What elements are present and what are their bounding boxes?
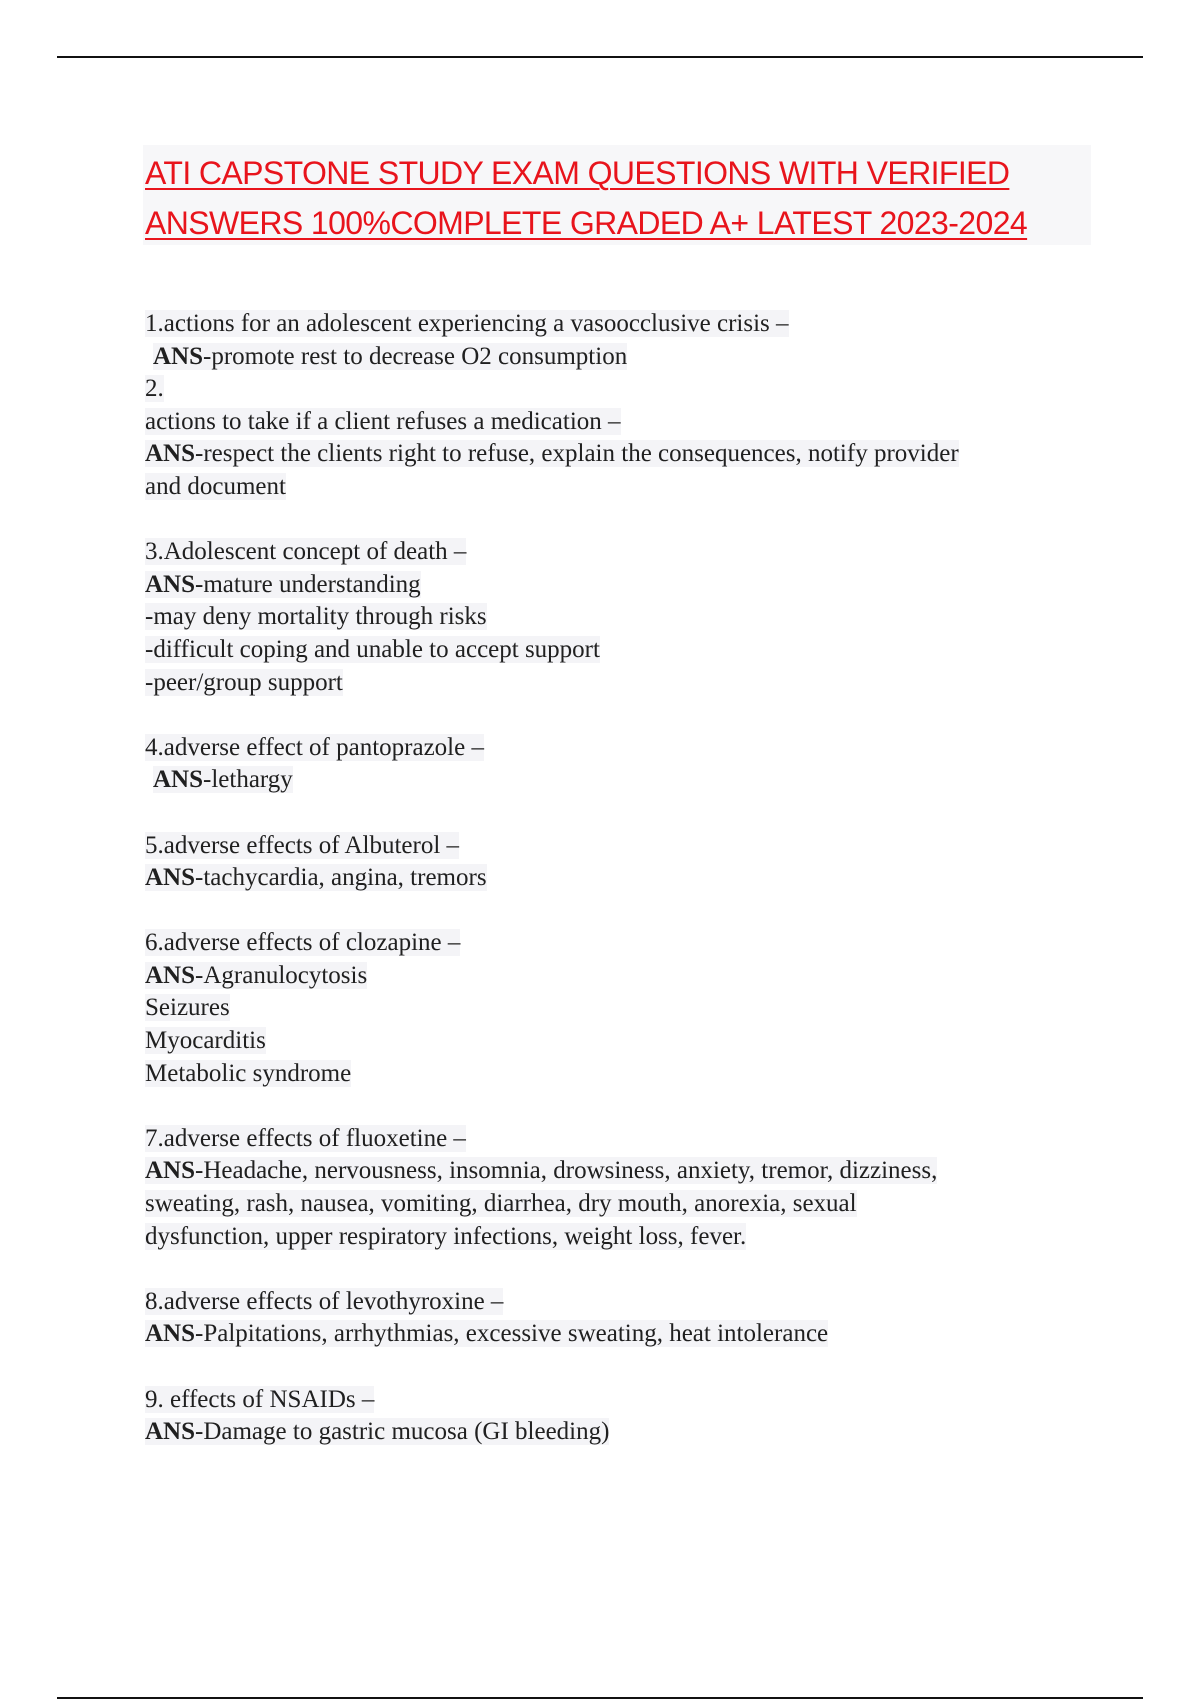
answer-text: -lethargy: [203, 766, 293, 794]
qa-item-5: [145, 830, 1075, 895]
ans-label: ANS: [153, 766, 204, 794]
question-text: 5.adverse effects of Albuterol –: [145, 831, 460, 859]
question-text: 3.Adolescent concept of death –: [145, 538, 467, 566]
ans-label: ANS: [145, 1157, 196, 1185]
ans-label: ANS: [145, 1418, 196, 1446]
answer-text: -difficult coping and unable to accept support: [145, 635, 600, 663]
ans-label: ANS: [145, 1320, 196, 1348]
ans-label: ANS: [145, 570, 196, 598]
question-text: 1.actions for an adolescent experiencing a vasoocclusive crisis –: [145, 310, 789, 337]
ans-label: ANS: [145, 440, 196, 468]
question-number: 2.: [145, 375, 164, 403]
title-line-1: ATI CAPSTONE STUDY EXAM QUESTIONS WITH VERIFIED: [145, 155, 1010, 191]
answer-text: -Damage to gastric mucosa (GI bleeding): [195, 1418, 610, 1446]
answer-text: and document: [145, 472, 286, 500]
answer-text: Seizures: [145, 994, 230, 1022]
answer-text: sweating, rash, nausea, vomiting, diarrhea, dry mouth, anorexia, sexual: [145, 1190, 857, 1218]
answer-text: -respect the clients right to refuse, explain the consequences, notify provider: [195, 440, 959, 468]
qa-item-8: [145, 1286, 1075, 1351]
answer-text: Metabolic syndrome: [145, 1059, 352, 1087]
bottom-rule: [57, 1697, 1143, 1699]
qa-item-6: [145, 927, 1075, 1090]
answer-text: -mature understanding: [195, 570, 421, 598]
qa-item-3: [145, 536, 1075, 699]
answer-text: -promote rest to decrease O2 consumption: [203, 342, 628, 370]
qa-list: [145, 308, 1075, 1481]
ans-label: ANS: [145, 864, 196, 892]
answer-text: -Agranulocytosis: [195, 961, 368, 989]
answer-text: -Palpitations, arrhythmias, excessive sweating, heat intolerance: [195, 1320, 829, 1348]
top-rule: [57, 56, 1143, 58]
ans-label: ANS: [153, 342, 204, 370]
answer-text: -may deny mortality through risks: [145, 603, 487, 631]
qa-item-1: [145, 308, 1075, 504]
qa-item-9: [145, 1384, 1075, 1449]
question-text: 8.adverse effects of levothyroxine –: [145, 1287, 504, 1315]
title-line-2: ANSWERS 100%COMPLETE GRADED A+ LATEST 2023-2024: [145, 205, 1028, 241]
answer-text: dysfunction, upper respiratory infections, weight loss, fever.: [145, 1222, 747, 1250]
qa-item-7: [145, 1123, 1075, 1253]
question-text: 6.adverse effects of clozapine –: [145, 929, 461, 957]
document-title: [145, 148, 1105, 248]
question-text: actions to take if a client refuses a medication –: [145, 407, 621, 435]
question-text: 4.adverse effect of pantoprazole –: [145, 733, 484, 761]
question-text: 7.adverse effects of fluoxetine –: [145, 1124, 466, 1152]
question-text: 9. effects of NSAIDs –: [145, 1385, 375, 1413]
qa-item-4: [145, 732, 1075, 797]
answer-text: Myocarditis: [145, 1027, 266, 1055]
ans-label: ANS: [145, 961, 196, 989]
answer-text: -Headache, nervousness, insomnia, drowsiness, anxiety, tremor, dizziness,: [195, 1157, 938, 1185]
answer-text: -tachycardia, angina, tremors: [195, 864, 487, 892]
answer-text: -peer/group support: [145, 668, 343, 696]
